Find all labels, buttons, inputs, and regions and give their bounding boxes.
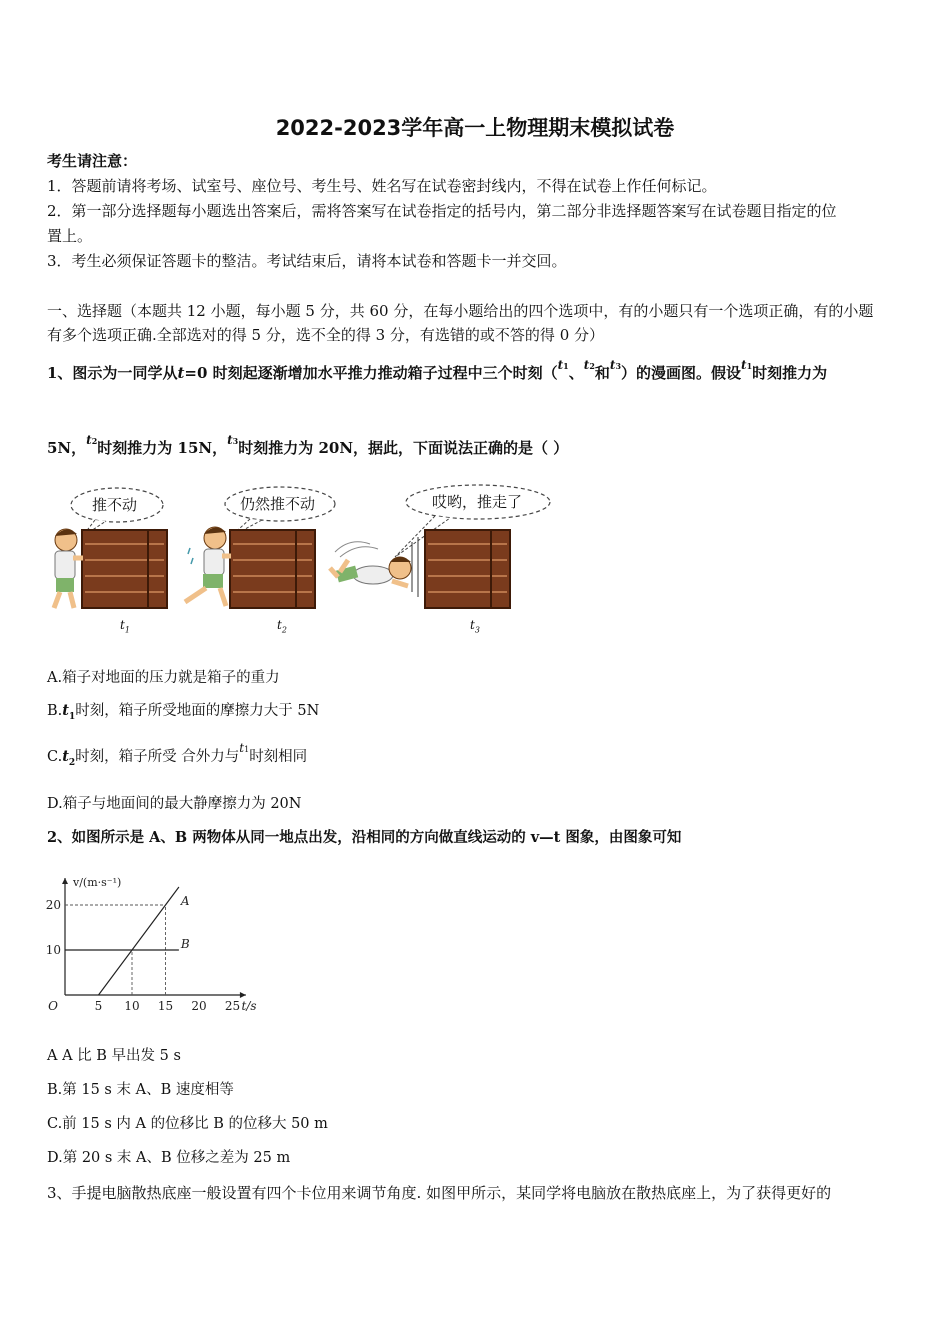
series-label-B: B: [180, 937, 190, 951]
x-axis-arrow: [240, 992, 246, 998]
t2-symbol: t2: [86, 433, 98, 447]
bubble-text-t2: 仍然推不动: [240, 495, 316, 513]
question-1-stem: 1、图示为一同学从t=0 时刻起逐渐增加水平推力推动箱子过程中三个时刻（$^{t1}$、$^{t2}$和$^{t3}$）的漫画图。假设$^{t1}$时刻推力为: [47, 358, 828, 382]
question-1-stem-cont: 5N，$^{t2}$时刻推力为 15N，$^{t3}$时刻推力为 20N，据此，下面说法正确的是（ ）: [47, 433, 569, 457]
x-tick-label: 25: [224, 999, 241, 1013]
y-tick-label: 20: [45, 898, 61, 912]
section-heading-cont: 有多个选项正确.全部选对的得 5 分，选不全的得 3 分，有选错的或不答的得 0 分）: [47, 326, 605, 344]
y-tick-label: 10: [45, 943, 61, 957]
q1-option-c: $C.t_2$时刻，箱子所受 合外力与$^{t1}$时刻相同: [47, 741, 308, 768]
origin-label: O: [48, 999, 58, 1013]
notice-item: 3．考生必须保证答题卡的整洁。考试结束后，请将本试卷和答题卡一并交回。: [47, 252, 567, 270]
bubble-text-t1: 推不动: [92, 496, 138, 514]
t1-symbol: t1: [239, 741, 250, 755]
t2-symbol: t2: [583, 358, 595, 372]
y-axis-label: v/(m·s⁻¹): [73, 876, 122, 889]
y-axis-arrow: [62, 878, 68, 884]
page-title: 2022-2023学年高一上物理期末模拟试卷: [275, 116, 675, 140]
notice-heading: 考生请注意：: [47, 152, 138, 170]
q1-option-b: $B.t_1$时刻，箱子所受地面的摩擦力大于 5N: [47, 702, 320, 722]
q2-option-c: C.前 15 s 内 A 的位移比 B 的位移大 50 m: [47, 1116, 328, 1132]
x-tick-label: 20: [191, 999, 207, 1013]
x-axis-label: t/s: [241, 999, 257, 1013]
time-label-t1: $t_1$: [120, 618, 130, 635]
t1-symbol: t1: [557, 358, 569, 372]
q2-option-a: A A 比 B 早出发 5 s: [47, 1048, 181, 1064]
section-heading: 一、选择题（本题共 12 小题，每小题 5 分，共 60 分，在每小题给出的四个选项中，有的小题只有一个选项正确，有的小题: [47, 302, 874, 320]
series-label-A: A: [180, 894, 190, 908]
x-tick-label: 10: [124, 999, 140, 1013]
q1-option-a: A.箱子对地面的压力就是箱子的重力: [47, 670, 280, 686]
vt-graph: [40, 855, 280, 1020]
notice-item: 置上。: [47, 227, 93, 245]
question-2-stem: 2、如图所示是 A、B 两物体从同一地点出发，沿相同的方向做直线运动的 v—t 图象，由图象可知: [47, 829, 682, 846]
notice-item: 2．第一部分选择题每小题选出答案后，需将答案写在试卷指定的括号内，第二部分非选择题答案写在试卷题目指定的位: [47, 202, 837, 220]
bubble-text-t3: 哎哟，推走了: [432, 493, 523, 511]
question-3-stem: 3、手提电脑散热底座一般设置有四个卡位用来调节角度. 如图甲所示，某同学将电脑放在散热底座上，为了获得更好的: [47, 1184, 832, 1202]
x-tick-label: 15: [157, 999, 174, 1013]
notice-item: 1．答题前请将考场、试室号、座位号、考生号、姓名写在试卷密封线内，不得在试卷上作任何标记。: [47, 177, 717, 195]
t1-symbol: t1: [741, 358, 753, 372]
q1-option-d: D.箱子与地面间的最大静摩擦力为 20N: [47, 796, 302, 812]
t3-symbol: t3: [227, 433, 239, 447]
x-tick-label: 5: [94, 999, 103, 1013]
series-line-A: [99, 887, 179, 995]
time-label-t3: $t_3$: [470, 618, 480, 635]
time-label-t2: $t_2$: [277, 618, 287, 635]
q2-option-d: D.第 20 s 末 A、B 位移之差为 25 m: [47, 1150, 291, 1166]
t3-symbol: t3: [609, 358, 622, 372]
q2-option-b: B.第 15 s 末 A、B 速度相等: [47, 1082, 234, 1098]
